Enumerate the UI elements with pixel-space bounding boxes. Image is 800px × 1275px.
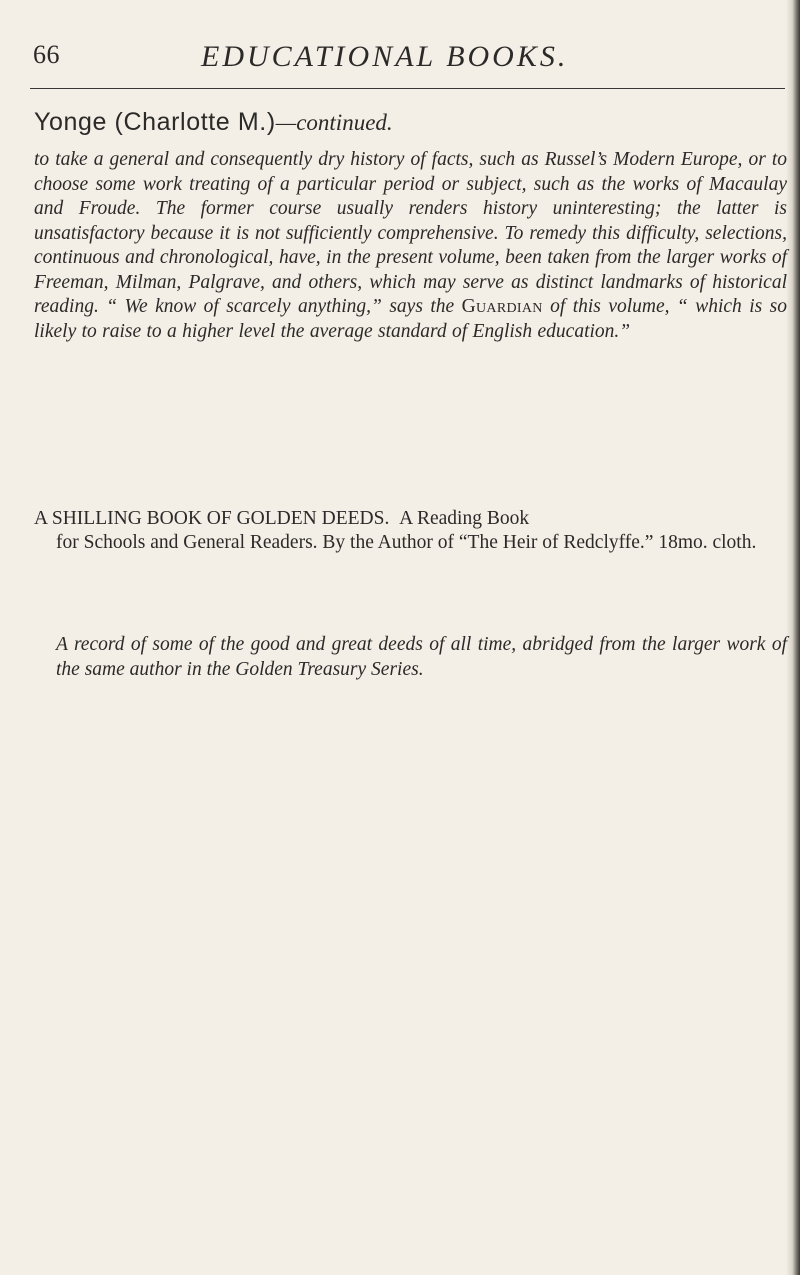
entry-description-text: to take a general and consequently dry history of facts, such as Russel’s Modern Europe, or to choose some work treating of a particular period or subject, such as the works of Macaulay and Froude. The former course usually renders history uninteresting; the latter is unsatisfactory because it is not sufficiently comprehensive. To remedy this difficulty, selections, continuous and chronological, have, in the present volume, been taken from the larger works of Freeman, Milman, Palgrave, and others, which may serve as distinct landmarks of historical reading. “ We know of scarcely anything,” says the xyxy=(34,149,787,317)
book-entry-title-line xyxy=(34,507,786,532)
source-name: Guardian xyxy=(461,296,543,317)
author-name: Yonge (Charlotte M.) xyxy=(34,108,276,136)
book-details: for Schools and General Readers. By the Author of “The Heir of Redclyffe.” 18mo. cloth. xyxy=(56,532,757,553)
page-number: 66 xyxy=(33,40,60,69)
book-description xyxy=(34,633,787,682)
entry-description-text-end: of this volume, “ which is so likely to raise to a higher level the average standard of English education.” xyxy=(34,296,788,342)
continued-label: —continued. xyxy=(275,110,393,135)
page-edge-shadow xyxy=(786,0,800,1275)
page-header xyxy=(33,40,785,80)
book-description-text: A record of some of the good and great deeds of all time, abridged from the larger work of the same author in the Golden Treasury Series. xyxy=(56,634,787,680)
running-title: EDUCATIONAL BOOKS. xyxy=(201,40,569,73)
entry-description xyxy=(34,148,787,344)
header-rule xyxy=(30,88,785,89)
book-title-tail: A Reading Book xyxy=(399,508,530,529)
book-title: A SHILLING BOOK OF GOLDEN DEEDS. xyxy=(34,508,390,529)
author-heading xyxy=(34,108,784,137)
